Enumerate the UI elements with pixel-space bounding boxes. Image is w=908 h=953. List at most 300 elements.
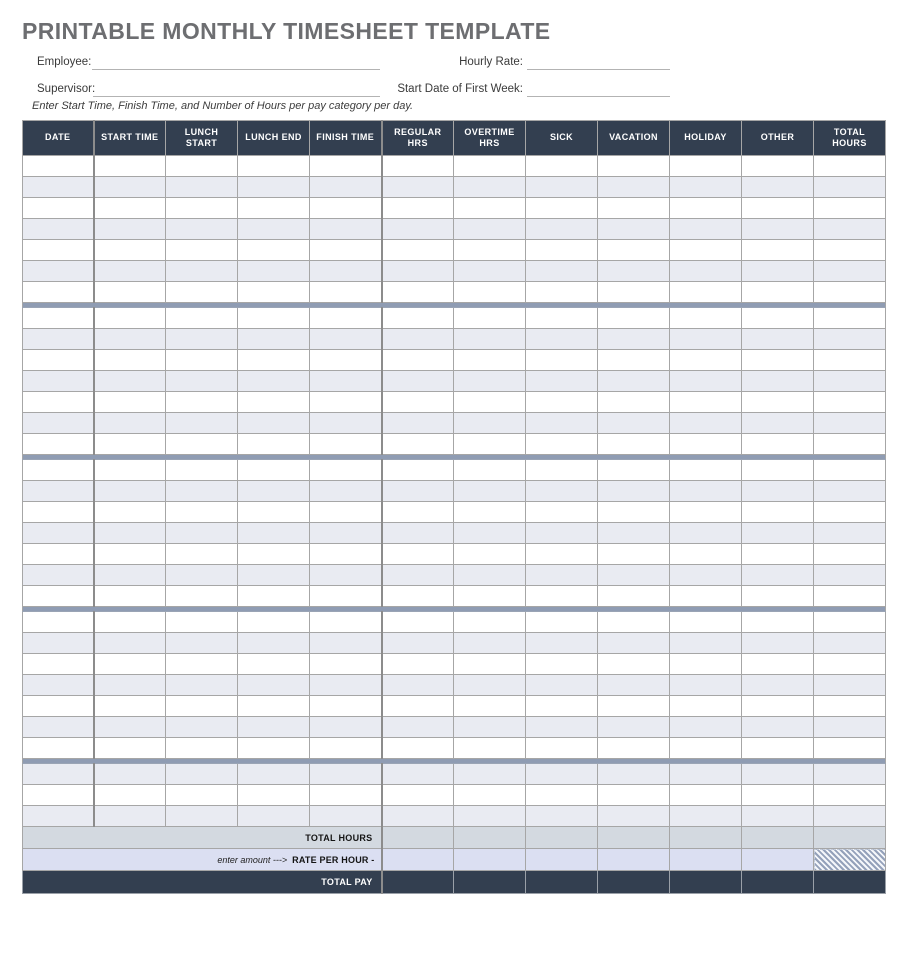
cell-finish-time[interactable] [310,481,382,502]
cell-date[interactable] [23,413,94,434]
cell-vacation[interactable] [598,198,670,219]
cell-lunch-start[interactable] [166,371,238,392]
rate-cell-holiday[interactable] [670,849,742,871]
cell-lunch-end[interactable] [238,371,310,392]
cell-lunch-end[interactable] [238,738,310,759]
cell-overtime-hrs[interactable] [454,806,526,827]
cell-total-hours[interactable] [814,434,886,455]
cell-date[interactable] [23,371,94,392]
cell-overtime-hrs[interactable] [454,198,526,219]
cell-finish-time[interactable] [310,177,382,198]
cell-start-time[interactable] [94,502,166,523]
cell-sick[interactable] [526,502,598,523]
cell-total-hours[interactable] [814,544,886,565]
cell-holiday[interactable] [670,392,742,413]
cell-holiday[interactable] [670,502,742,523]
cell-sick[interactable] [526,460,598,481]
cell-vacation[interactable] [598,434,670,455]
cell-vacation[interactable] [598,371,670,392]
cell-regular-hrs[interactable] [382,633,454,654]
cell-total-hours[interactable] [814,586,886,607]
total-hours-cell-vacation[interactable] [598,827,670,849]
cell-date[interactable] [23,261,94,282]
cell-lunch-end[interactable] [238,261,310,282]
cell-sick[interactable] [526,586,598,607]
cell-other[interactable] [742,198,814,219]
cell-other[interactable] [742,350,814,371]
cell-other[interactable] [742,612,814,633]
cell-holiday[interactable] [670,308,742,329]
cell-start-time[interactable] [94,612,166,633]
cell-sick[interactable] [526,240,598,261]
cell-other[interactable] [742,544,814,565]
cell-vacation[interactable] [598,717,670,738]
cell-vacation[interactable] [598,308,670,329]
cell-finish-time[interactable] [310,544,382,565]
cell-total-hours[interactable] [814,240,886,261]
cell-date[interactable] [23,329,94,350]
cell-vacation[interactable] [598,282,670,303]
cell-finish-time[interactable] [310,219,382,240]
cell-overtime-hrs[interactable] [454,586,526,607]
cell-start-time[interactable] [94,261,166,282]
cell-vacation[interactable] [598,523,670,544]
cell-lunch-end[interactable] [238,329,310,350]
cell-other[interactable] [742,523,814,544]
cell-date[interactable] [23,282,94,303]
cell-finish-time[interactable] [310,261,382,282]
cell-regular-hrs[interactable] [382,434,454,455]
cell-total-hours[interactable] [814,717,886,738]
cell-vacation[interactable] [598,586,670,607]
cell-regular-hrs[interactable] [382,523,454,544]
cell-holiday[interactable] [670,219,742,240]
cell-finish-time[interactable] [310,502,382,523]
cell-start-time[interactable] [94,240,166,261]
cell-lunch-end[interactable] [238,523,310,544]
cell-lunch-start[interactable] [166,198,238,219]
cell-sick[interactable] [526,675,598,696]
cell-overtime-hrs[interactable] [454,329,526,350]
cell-other[interactable] [742,654,814,675]
cell-date[interactable] [23,240,94,261]
cell-holiday[interactable] [670,717,742,738]
cell-sick[interactable] [526,156,598,177]
cell-holiday[interactable] [670,565,742,586]
cell-holiday[interactable] [670,738,742,759]
cell-date[interactable] [23,696,94,717]
cell-finish-time[interactable] [310,198,382,219]
cell-vacation[interactable] [598,785,670,806]
cell-overtime-hrs[interactable] [454,481,526,502]
cell-total-hours[interactable] [814,261,886,282]
cell-start-time[interactable] [94,371,166,392]
cell-overtime-hrs[interactable] [454,434,526,455]
cell-total-hours[interactable] [814,502,886,523]
cell-overtime-hrs[interactable] [454,240,526,261]
cell-regular-hrs[interactable] [382,481,454,502]
cell-lunch-end[interactable] [238,717,310,738]
cell-sick[interactable] [526,308,598,329]
cell-regular-hrs[interactable] [382,413,454,434]
cell-vacation[interactable] [598,565,670,586]
cell-start-time[interactable] [94,329,166,350]
cell-lunch-start[interactable] [166,413,238,434]
cell-lunch-end[interactable] [238,785,310,806]
cell-other[interactable] [742,460,814,481]
cell-date[interactable] [23,806,94,827]
cell-date[interactable] [23,198,94,219]
cell-date[interactable] [23,544,94,565]
cell-total-hours[interactable] [814,654,886,675]
cell-other[interactable] [742,785,814,806]
cell-finish-time[interactable] [310,460,382,481]
cell-lunch-end[interactable] [238,612,310,633]
cell-overtime-hrs[interactable] [454,413,526,434]
cell-sick[interactable] [526,481,598,502]
cell-other[interactable] [742,329,814,350]
cell-date[interactable] [23,785,94,806]
cell-regular-hrs[interactable] [382,156,454,177]
cell-lunch-end[interactable] [238,544,310,565]
cell-start-time[interactable] [94,738,166,759]
cell-date[interactable] [23,219,94,240]
cell-other[interactable] [742,392,814,413]
cell-start-time[interactable] [94,219,166,240]
cell-overtime-hrs[interactable] [454,350,526,371]
cell-overtime-hrs[interactable] [454,282,526,303]
rate-cell-regular-hrs[interactable] [382,849,454,871]
cell-finish-time[interactable] [310,240,382,261]
cell-start-time[interactable] [94,675,166,696]
cell-date[interactable] [23,586,94,607]
cell-other[interactable] [742,282,814,303]
cell-total-hours[interactable] [814,633,886,654]
cell-total-hours[interactable] [814,392,886,413]
cell-regular-hrs[interactable] [382,350,454,371]
cell-lunch-start[interactable] [166,392,238,413]
cell-date[interactable] [23,675,94,696]
cell-lunch-start[interactable] [166,240,238,261]
cell-sick[interactable] [526,806,598,827]
cell-start-time[interactable] [94,350,166,371]
cell-start-time[interactable] [94,282,166,303]
cell-vacation[interactable] [598,544,670,565]
cell-total-hours[interactable] [814,177,886,198]
cell-total-hours[interactable] [814,308,886,329]
cell-regular-hrs[interactable] [382,371,454,392]
cell-lunch-end[interactable] [238,806,310,827]
cell-start-time[interactable] [94,764,166,785]
cell-finish-time[interactable] [310,565,382,586]
cell-lunch-end[interactable] [238,565,310,586]
cell-lunch-end[interactable] [238,502,310,523]
cell-finish-time[interactable] [310,282,382,303]
cell-lunch-start[interactable] [166,177,238,198]
cell-finish-time[interactable] [310,413,382,434]
cell-sick[interactable] [526,371,598,392]
cell-other[interactable] [742,156,814,177]
cell-holiday[interactable] [670,696,742,717]
cell-lunch-start[interactable] [166,565,238,586]
hourly-rate-input[interactable] [527,55,670,70]
cell-start-time[interactable] [94,460,166,481]
total-pay-cell-total[interactable] [814,871,886,894]
cell-overtime-hrs[interactable] [454,219,526,240]
cell-vacation[interactable] [598,633,670,654]
cell-lunch-end[interactable] [238,413,310,434]
cell-finish-time[interactable] [310,764,382,785]
cell-start-time[interactable] [94,586,166,607]
cell-lunch-start[interactable] [166,544,238,565]
cell-sick[interactable] [526,717,598,738]
total-pay-cell-overtime-hrs[interactable] [454,871,526,894]
cell-finish-time[interactable] [310,738,382,759]
cell-total-hours[interactable] [814,481,886,502]
cell-other[interactable] [742,371,814,392]
cell-sick[interactable] [526,565,598,586]
cell-overtime-hrs[interactable] [454,738,526,759]
cell-lunch-end[interactable] [238,675,310,696]
cell-regular-hrs[interactable] [382,219,454,240]
cell-date[interactable] [23,738,94,759]
cell-regular-hrs[interactable] [382,261,454,282]
cell-other[interactable] [742,434,814,455]
cell-start-time[interactable] [94,198,166,219]
cell-regular-hrs[interactable] [382,806,454,827]
cell-sick[interactable] [526,633,598,654]
cell-overtime-hrs[interactable] [454,502,526,523]
cell-other[interactable] [742,177,814,198]
cell-vacation[interactable] [598,764,670,785]
cell-total-hours[interactable] [814,282,886,303]
cell-lunch-end[interactable] [238,764,310,785]
cell-regular-hrs[interactable] [382,654,454,675]
cell-holiday[interactable] [670,329,742,350]
cell-regular-hrs[interactable] [382,544,454,565]
cell-regular-hrs[interactable] [382,675,454,696]
cell-total-hours[interactable] [814,612,886,633]
cell-date[interactable] [23,156,94,177]
cell-total-hours[interactable] [814,696,886,717]
cell-lunch-start[interactable] [166,481,238,502]
cell-lunch-start[interactable] [166,696,238,717]
cell-lunch-end[interactable] [238,481,310,502]
cell-start-time[interactable] [94,177,166,198]
cell-lunch-end[interactable] [238,392,310,413]
cell-holiday[interactable] [670,544,742,565]
cell-regular-hrs[interactable] [382,282,454,303]
cell-holiday[interactable] [670,282,742,303]
cell-other[interactable] [742,675,814,696]
cell-holiday[interactable] [670,434,742,455]
cell-lunch-end[interactable] [238,198,310,219]
cell-finish-time[interactable] [310,329,382,350]
cell-sick[interactable] [526,785,598,806]
cell-vacation[interactable] [598,460,670,481]
cell-holiday[interactable] [670,460,742,481]
cell-date[interactable] [23,502,94,523]
cell-regular-hrs[interactable] [382,717,454,738]
cell-holiday[interactable] [670,785,742,806]
cell-other[interactable] [742,738,814,759]
cell-lunch-start[interactable] [166,350,238,371]
cell-regular-hrs[interactable] [382,612,454,633]
cell-overtime-hrs[interactable] [454,308,526,329]
cell-total-hours[interactable] [814,350,886,371]
cell-overtime-hrs[interactable] [454,544,526,565]
total-pay-cell-vacation[interactable] [598,871,670,894]
cell-lunch-end[interactable] [238,633,310,654]
cell-regular-hrs[interactable] [382,785,454,806]
cell-lunch-end[interactable] [238,350,310,371]
cell-vacation[interactable] [598,481,670,502]
cell-vacation[interactable] [598,738,670,759]
total-hours-cell-overtime-hrs[interactable] [454,827,526,849]
cell-date[interactable] [23,654,94,675]
cell-total-hours[interactable] [814,460,886,481]
cell-finish-time[interactable] [310,156,382,177]
cell-regular-hrs[interactable] [382,738,454,759]
cell-vacation[interactable] [598,392,670,413]
cell-lunch-start[interactable] [166,282,238,303]
cell-lunch-start[interactable] [166,434,238,455]
cell-sick[interactable] [526,738,598,759]
cell-date[interactable] [23,717,94,738]
cell-date[interactable] [23,177,94,198]
cell-overtime-hrs[interactable] [454,523,526,544]
cell-vacation[interactable] [598,612,670,633]
cell-vacation[interactable] [598,261,670,282]
cell-regular-hrs[interactable] [382,392,454,413]
cell-start-time[interactable] [94,696,166,717]
cell-total-hours[interactable] [814,764,886,785]
cell-lunch-end[interactable] [238,586,310,607]
cell-date[interactable] [23,434,94,455]
cell-finish-time[interactable] [310,350,382,371]
cell-lunch-end[interactable] [238,156,310,177]
cell-holiday[interactable] [670,413,742,434]
cell-holiday[interactable] [670,177,742,198]
cell-other[interactable] [742,586,814,607]
cell-regular-hrs[interactable] [382,198,454,219]
cell-other[interactable] [742,696,814,717]
cell-holiday[interactable] [670,371,742,392]
cell-overtime-hrs[interactable] [454,654,526,675]
cell-holiday[interactable] [670,586,742,607]
cell-lunch-start[interactable] [166,460,238,481]
rate-cell-sick[interactable] [526,849,598,871]
cell-overtime-hrs[interactable] [454,764,526,785]
cell-vacation[interactable] [598,413,670,434]
rate-cell-overtime-hrs[interactable] [454,849,526,871]
cell-finish-time[interactable] [310,717,382,738]
cell-sick[interactable] [526,434,598,455]
cell-sick[interactable] [526,523,598,544]
cell-regular-hrs[interactable] [382,764,454,785]
total-hours-cell-total[interactable] [814,827,886,849]
cell-regular-hrs[interactable] [382,502,454,523]
cell-start-time[interactable] [94,481,166,502]
employee-input[interactable] [92,55,380,70]
cell-start-time[interactable] [94,544,166,565]
cell-other[interactable] [742,565,814,586]
cell-start-time[interactable] [94,717,166,738]
cell-holiday[interactable] [670,523,742,544]
cell-lunch-start[interactable] [166,675,238,696]
cell-total-hours[interactable] [814,219,886,240]
cell-finish-time[interactable] [310,392,382,413]
cell-lunch-end[interactable] [238,240,310,261]
cell-overtime-hrs[interactable] [454,633,526,654]
cell-lunch-start[interactable] [166,785,238,806]
cell-finish-time[interactable] [310,612,382,633]
cell-finish-time[interactable] [310,523,382,544]
cell-sick[interactable] [526,764,598,785]
cell-start-time[interactable] [94,308,166,329]
cell-finish-time[interactable] [310,586,382,607]
cell-date[interactable] [23,481,94,502]
cell-total-hours[interactable] [814,156,886,177]
cell-lunch-start[interactable] [166,219,238,240]
total-pay-cell-holiday[interactable] [670,871,742,894]
total-pay-cell-sick[interactable] [526,871,598,894]
cell-start-time[interactable] [94,156,166,177]
cell-start-time[interactable] [94,565,166,586]
cell-other[interactable] [742,764,814,785]
cell-sick[interactable] [526,219,598,240]
cell-vacation[interactable] [598,219,670,240]
cell-lunch-end[interactable] [238,219,310,240]
cell-lunch-start[interactable] [166,586,238,607]
cell-other[interactable] [742,261,814,282]
cell-lunch-start[interactable] [166,717,238,738]
cell-vacation[interactable] [598,156,670,177]
cell-lunch-start[interactable] [166,806,238,827]
cell-overtime-hrs[interactable] [454,460,526,481]
cell-holiday[interactable] [670,764,742,785]
cell-date[interactable] [23,350,94,371]
cell-sick[interactable] [526,261,598,282]
cell-finish-time[interactable] [310,371,382,392]
cell-start-time[interactable] [94,654,166,675]
cell-holiday[interactable] [670,806,742,827]
cell-date[interactable] [23,764,94,785]
cell-overtime-hrs[interactable] [454,565,526,586]
cell-other[interactable] [742,806,814,827]
cell-lunch-end[interactable] [238,308,310,329]
cell-overtime-hrs[interactable] [454,785,526,806]
cell-vacation[interactable] [598,350,670,371]
cell-lunch-end[interactable] [238,282,310,303]
cell-date[interactable] [23,523,94,544]
cell-holiday[interactable] [670,481,742,502]
cell-date[interactable] [23,633,94,654]
cell-sick[interactable] [526,612,598,633]
cell-total-hours[interactable] [814,523,886,544]
cell-total-hours[interactable] [814,806,886,827]
cell-lunch-start[interactable] [166,261,238,282]
cell-holiday[interactable] [670,612,742,633]
cell-lunch-end[interactable] [238,434,310,455]
cell-vacation[interactable] [598,675,670,696]
cell-lunch-start[interactable] [166,654,238,675]
cell-total-hours[interactable] [814,738,886,759]
total-hours-cell-holiday[interactable] [670,827,742,849]
cell-vacation[interactable] [598,696,670,717]
cell-start-time[interactable] [94,785,166,806]
cell-vacation[interactable] [598,329,670,350]
